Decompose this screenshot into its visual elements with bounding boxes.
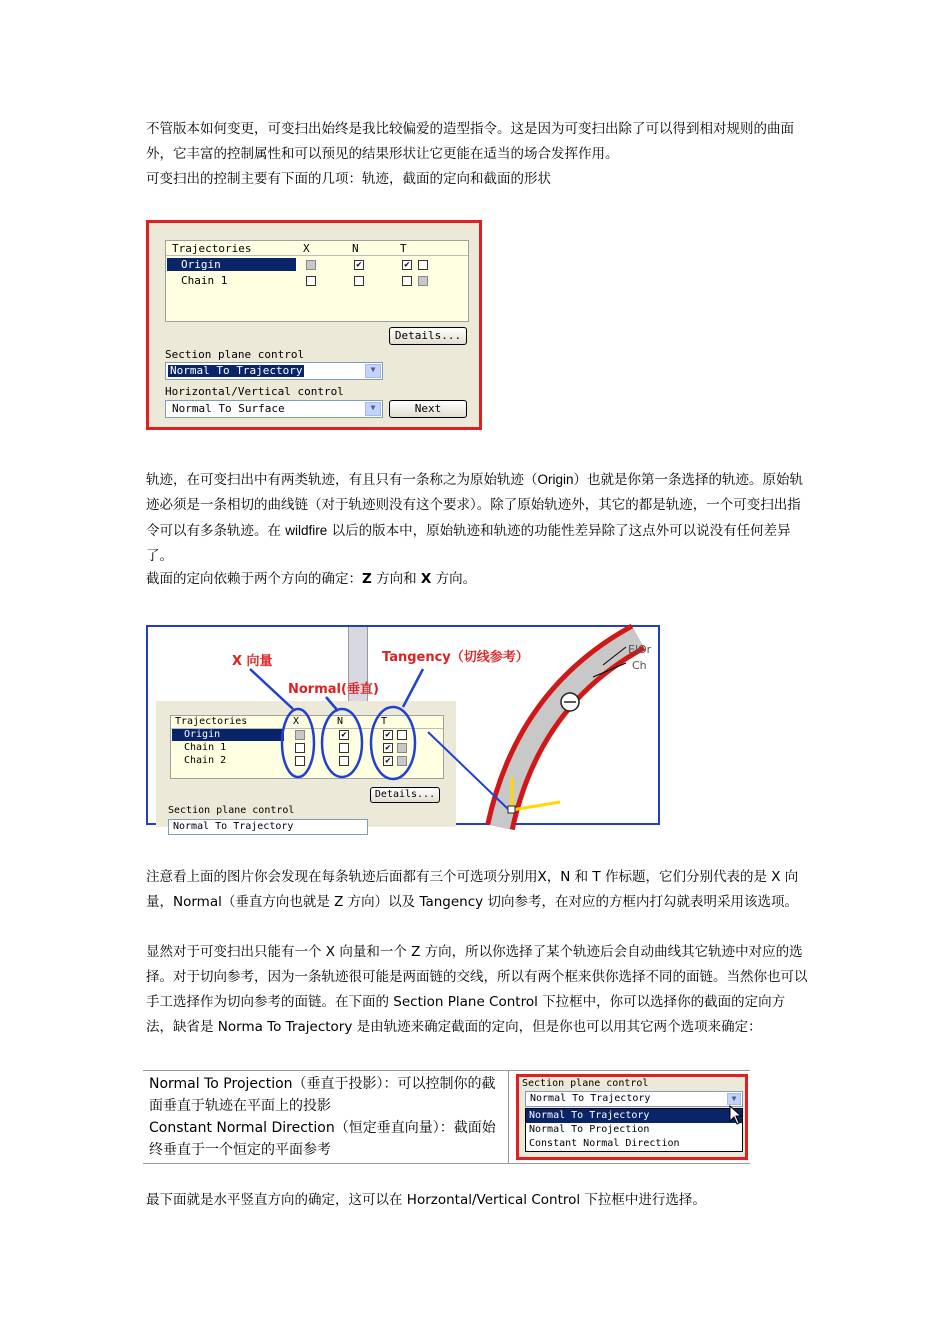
chain1-t1-checkbox[interactable]: ✔ xyxy=(383,743,393,753)
text-run: 轨迹，在可变扫出中有两类轨迹，有且只有一条称之为原始轨迹（ xyxy=(146,472,538,488)
column-header-trajectories: Trajectories xyxy=(175,716,248,727)
option-normal-to-trajectory[interactable]: Normal To Trajectory xyxy=(526,1109,742,1123)
origin-n-checkbox[interactable]: ✔ xyxy=(354,260,364,270)
n-column-highlight xyxy=(322,709,362,777)
column-header-t: T xyxy=(381,716,388,727)
closing-paragraph: 最下面就是水平竖直方向的确定，这可以在 Horzontal/Vertical Control 下拉框中进行选择。 xyxy=(146,1192,706,1208)
text-run: Z xyxy=(362,571,372,587)
trajectories-table xyxy=(165,240,469,322)
details-button[interactable]: Details... xyxy=(389,327,467,345)
hv-control-label: Horizontal/Vertical control xyxy=(165,385,344,398)
dropdown-screenshot xyxy=(516,1074,748,1160)
text-run: Origin xyxy=(537,472,574,487)
checkbox-explanation-paragraph: 注意看上面的图片你会发现在每条轨迹后面都有三个可选项分别用X，N 和 T 作标题，它们分别代表的是 X 向量，Normal（垂直方向也就是 Z 方向）以及 Tangency 切向参考，在对应的方框内打勾就表明采用该选项。 xyxy=(146,869,799,910)
text-run: 方向和 xyxy=(371,571,421,587)
chain1-n-checkbox[interactable] xyxy=(354,276,364,286)
row-label: Chain 1 xyxy=(181,274,228,287)
column-header-n: N xyxy=(352,242,359,255)
option-normal-to-projection[interactable]: Normal To Projection xyxy=(529,1124,650,1135)
section-plane-paragraph: 显然对于可变扫出只能有一个 X 向量和一个 Z 方向，所以你选择了某个轨迹后会自动曲线其它轨迹中对应的选择。对于切向参考，因为一条轨迹很可能是两面链的交线，所以有两个框来供你选择不同的面链。当然你也可以手工选择作为切向参考的面链。在下面的 Section Plane Control 下拉框中，你可以选择你的截面的定向方法，缺省是 Norma To Trajectory 是由轨迹来确定截面的定向，但是你也可以用其它两个选项来确定： xyxy=(146,944,808,1035)
select-value: Normal To Surface xyxy=(172,402,285,415)
section-plane-label: Section plane control xyxy=(522,1078,649,1089)
text-run: 截面的定向依赖于两个方向的确定： xyxy=(146,571,362,587)
column-header-n: N xyxy=(337,716,344,727)
column-header-t: T xyxy=(400,242,407,255)
sweep-curve-outer xyxy=(500,637,638,827)
row-label: Origin xyxy=(184,729,221,740)
section-plane-label: Section plane control xyxy=(165,348,305,361)
text-run: wildfire xyxy=(285,523,328,538)
row-label: Chain 1 xyxy=(184,742,227,753)
projection-option-description: Normal To Projection（垂直于投影）：可以控制你的截面垂直于轨迹在平面上的投影 xyxy=(149,1076,496,1114)
section-plane-select[interactable] xyxy=(165,362,383,380)
select-value: Normal To Trajectory xyxy=(530,1093,651,1104)
label-normal: Normal(垂直) xyxy=(288,682,379,697)
select-value: Normal To Trajectory xyxy=(170,364,303,377)
column-header-x: X xyxy=(303,242,310,255)
options-table xyxy=(143,1070,750,1164)
row-label: Chain 2 xyxy=(184,755,227,766)
hv-control-select[interactable] xyxy=(165,400,383,418)
intro-paragraph-2: 可变扫出的控制主要有下面的几项：轨迹，截面的定向和截面的形状 xyxy=(146,171,551,187)
annotated-figure xyxy=(146,625,660,832)
select-value: Normal To Trajectory xyxy=(173,821,294,832)
orientation-paragraph xyxy=(146,567,810,592)
arrow-to-n xyxy=(326,697,338,711)
curve-tag-2: Ch xyxy=(632,659,647,672)
curve-tag-1: ElOr xyxy=(628,643,652,656)
origin-t1-checkbox[interactable]: ✔ xyxy=(402,260,412,270)
table-row-origin[interactable] xyxy=(167,258,296,271)
intro-paragraph-1: 不管版本如何变更，可变扫出始终是我比较偏爱的造型指令。这是因为可变扫出除了可以得到相对规则的曲面外，它丰富的控制属性和可以预见的结果形状让它更能在适当的场合发挥作用。 xyxy=(146,121,794,162)
table-row-chain-1[interactable] xyxy=(167,274,296,287)
x-column-highlight xyxy=(282,709,314,777)
chain2-t1-checkbox[interactable]: ✔ xyxy=(383,756,393,766)
origin-x-checkbox[interactable] xyxy=(306,260,316,270)
label-x-vector: X 向量 xyxy=(232,654,273,669)
arrow-to-curve xyxy=(428,732,508,809)
text-run: X xyxy=(420,571,432,587)
next-button[interactable]: Next xyxy=(389,400,467,418)
text-run: 以后的版本中，原始轨迹和轨迹的功能性差异除了这点外可以说没有任何差异了。 xyxy=(146,523,791,564)
text-run: 方向。 xyxy=(431,571,477,587)
arrow-to-t xyxy=(403,669,423,707)
options-description-cell xyxy=(143,1071,509,1163)
chevron-down-icon[interactable]: ▼ xyxy=(727,1093,741,1105)
chevron-down-icon[interactable]: ▼ xyxy=(365,364,381,378)
t-column-highlight xyxy=(371,707,415,779)
column-header-trajectories: Trajectories xyxy=(172,242,252,255)
annotation-overlay xyxy=(148,627,662,827)
constant-normal-option-description: Constant Normal Direction（恒定垂直向量）：截面始终垂直于一个恒定的平面参考 xyxy=(149,1120,496,1158)
origin-t1-checkbox[interactable]: ✔ xyxy=(383,730,393,740)
row-label: Origin xyxy=(181,258,221,271)
chain1-x-checkbox[interactable] xyxy=(306,276,316,286)
label-tangency: Tangency（切线参考） xyxy=(382,650,529,665)
arrow-to-x xyxy=(250,669,293,709)
dropdown-options-list xyxy=(525,1108,743,1152)
origin-t2-checkbox[interactable] xyxy=(418,260,428,270)
chevron-down-icon[interactable]: ▼ xyxy=(365,402,381,416)
details-button[interactable]: Details... xyxy=(370,787,440,803)
chain1-t2-checkbox[interactable] xyxy=(418,276,428,286)
text-run: ）也就是你第一条选择的轨迹。原始轨迹必须是一条相切的曲线链（对于轨迹则没有这个要求）。除了原始轨迹外，其它的都是轨迹，一个可变扫出指令可以有多条轨迹。在 xyxy=(146,472,804,539)
trajectory-paragraph xyxy=(146,467,810,569)
column-header-x: X xyxy=(293,716,300,727)
origin-n-checkbox[interactable]: ✔ xyxy=(339,730,349,740)
option-constant-normal-direction[interactable]: Constant Normal Direction xyxy=(529,1138,680,1149)
mouse-cursor-icon xyxy=(729,1105,743,1125)
sweep-dialog-screenshot xyxy=(146,220,482,430)
section-plane-select[interactable] xyxy=(525,1091,743,1107)
chain1-t1-checkbox[interactable] xyxy=(402,276,412,286)
section-plane-label: Section plane control xyxy=(168,805,295,816)
